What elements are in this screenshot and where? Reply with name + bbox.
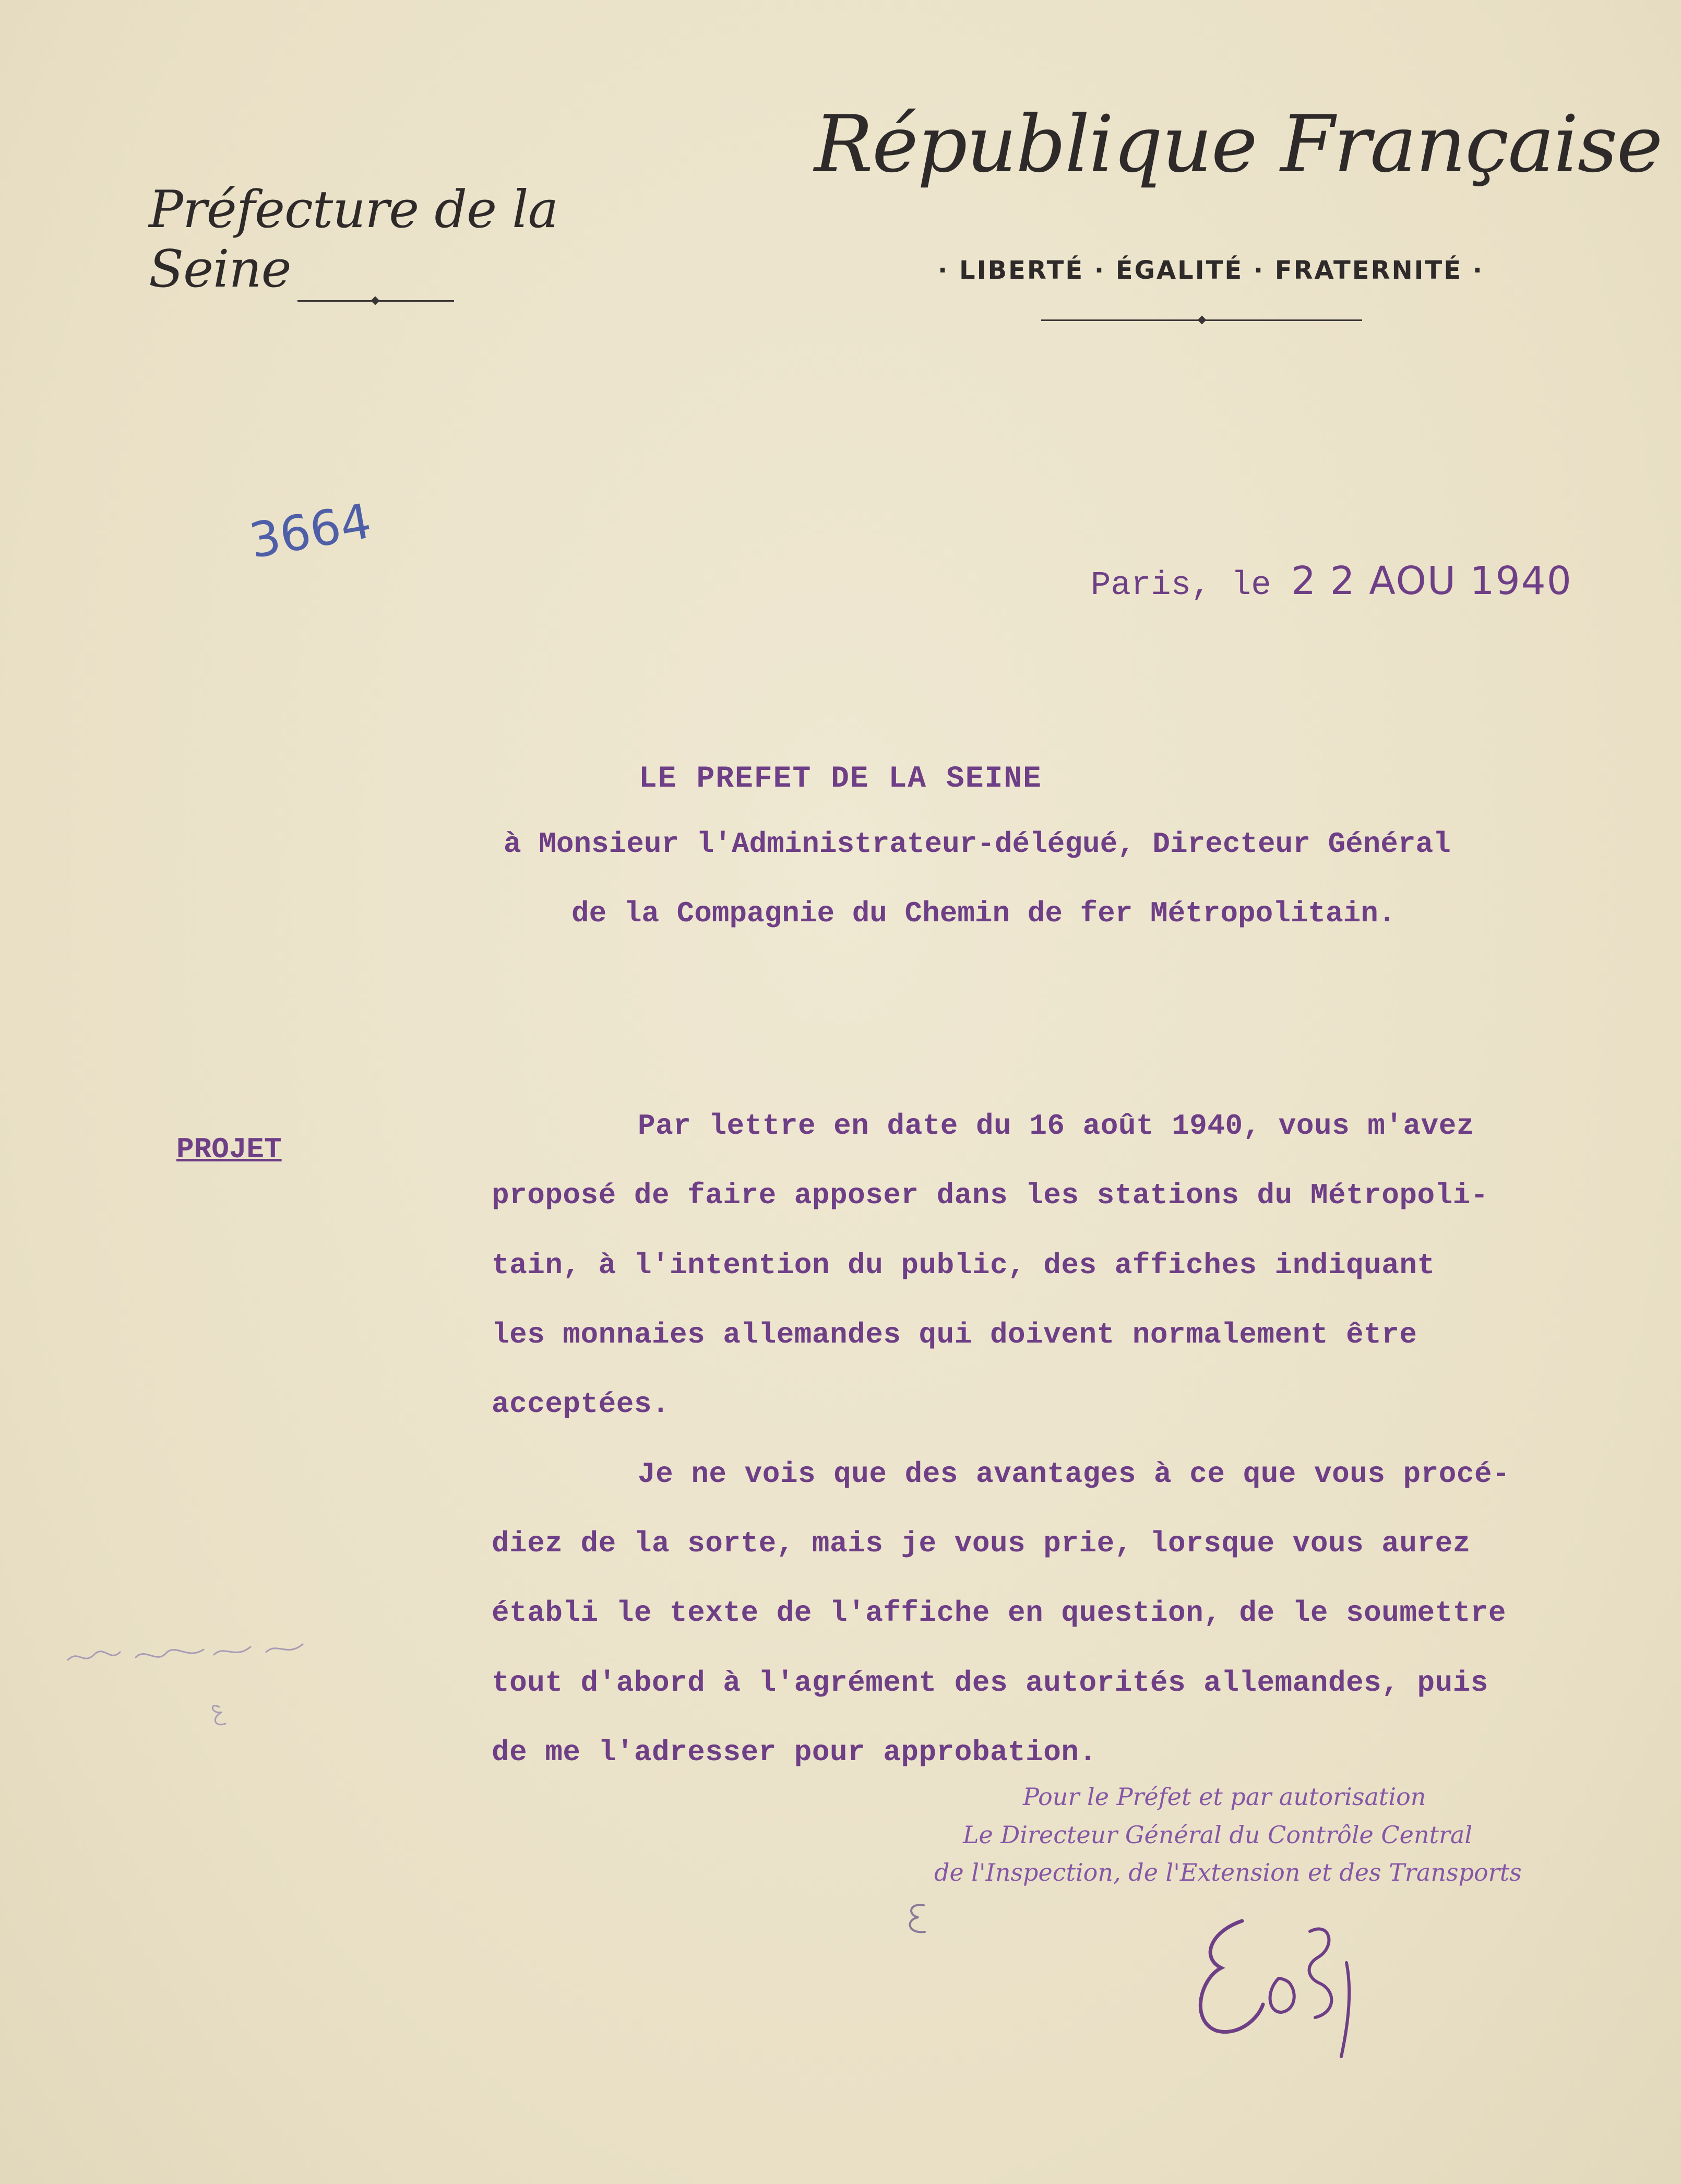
- letter-heading: LE PREFET DE LA SEINE: [639, 762, 1042, 796]
- handwritten-file-number: 3664: [245, 493, 376, 569]
- margin-label-projet: PROJET: [176, 1133, 282, 1166]
- pencil-scribble: [57, 1629, 318, 1733]
- signature-stamp-line: Le Directeur Général du Contrôle Central: [963, 1821, 1473, 1849]
- body-line: diez de la sorte, mais je vous prie, lorsque vous aurez: [492, 1527, 1471, 1560]
- body-line: établi le texte de l'affiche en question, de le soumettre: [492, 1596, 1507, 1630]
- letterhead-motto: · LIBERTÉ · ÉGALITÉ · FRATERNITÉ ·: [938, 256, 1484, 285]
- addressee-line: à Monsieur l'Administrateur-délégué, Directeur Général: [504, 827, 1451, 861]
- body-line: tout d'abord à l'agrément des autorités allemandes, puis: [492, 1666, 1488, 1700]
- body-line: les monnaies allemandes qui doivent normalement être: [492, 1318, 1417, 1351]
- body-line: acceptées.: [492, 1387, 670, 1421]
- body-line: proposé de faire apposer dans les stations du Métropoli-: [492, 1179, 1488, 1212]
- body-line: tain, à l'intention du public, des affiches indiquant: [492, 1249, 1435, 1282]
- letterhead-republic: République Française: [814, 99, 1662, 190]
- date-line: [1091, 559, 1572, 604]
- body-line: Par lettre en date du 16 août 1940, vous m'avez: [638, 1109, 1474, 1143]
- signature-stamp-line: Pour le Préfet et par autorisation: [1023, 1783, 1426, 1811]
- handwritten-signature: [1179, 1900, 1367, 2072]
- addressee-line: de la Compagnie du Chemin de fer Métropolitain.: [571, 897, 1396, 930]
- body-line: de me l'adresser pour approbation.: [492, 1736, 1097, 1769]
- letterhead-prefecture: Préfecture de la Seine: [149, 180, 558, 299]
- date-stamp: 2 2 AOU 1940: [1291, 559, 1572, 603]
- pencil-mark: [898, 1897, 934, 1939]
- date-prefix: Paris, le: [1091, 567, 1271, 604]
- signature-stamp-line: de l'Inspection, de l'Extension et des Transports: [934, 1858, 1522, 1886]
- body-line: Je ne vois que des avantages à ce que vous procé-: [638, 1457, 1510, 1491]
